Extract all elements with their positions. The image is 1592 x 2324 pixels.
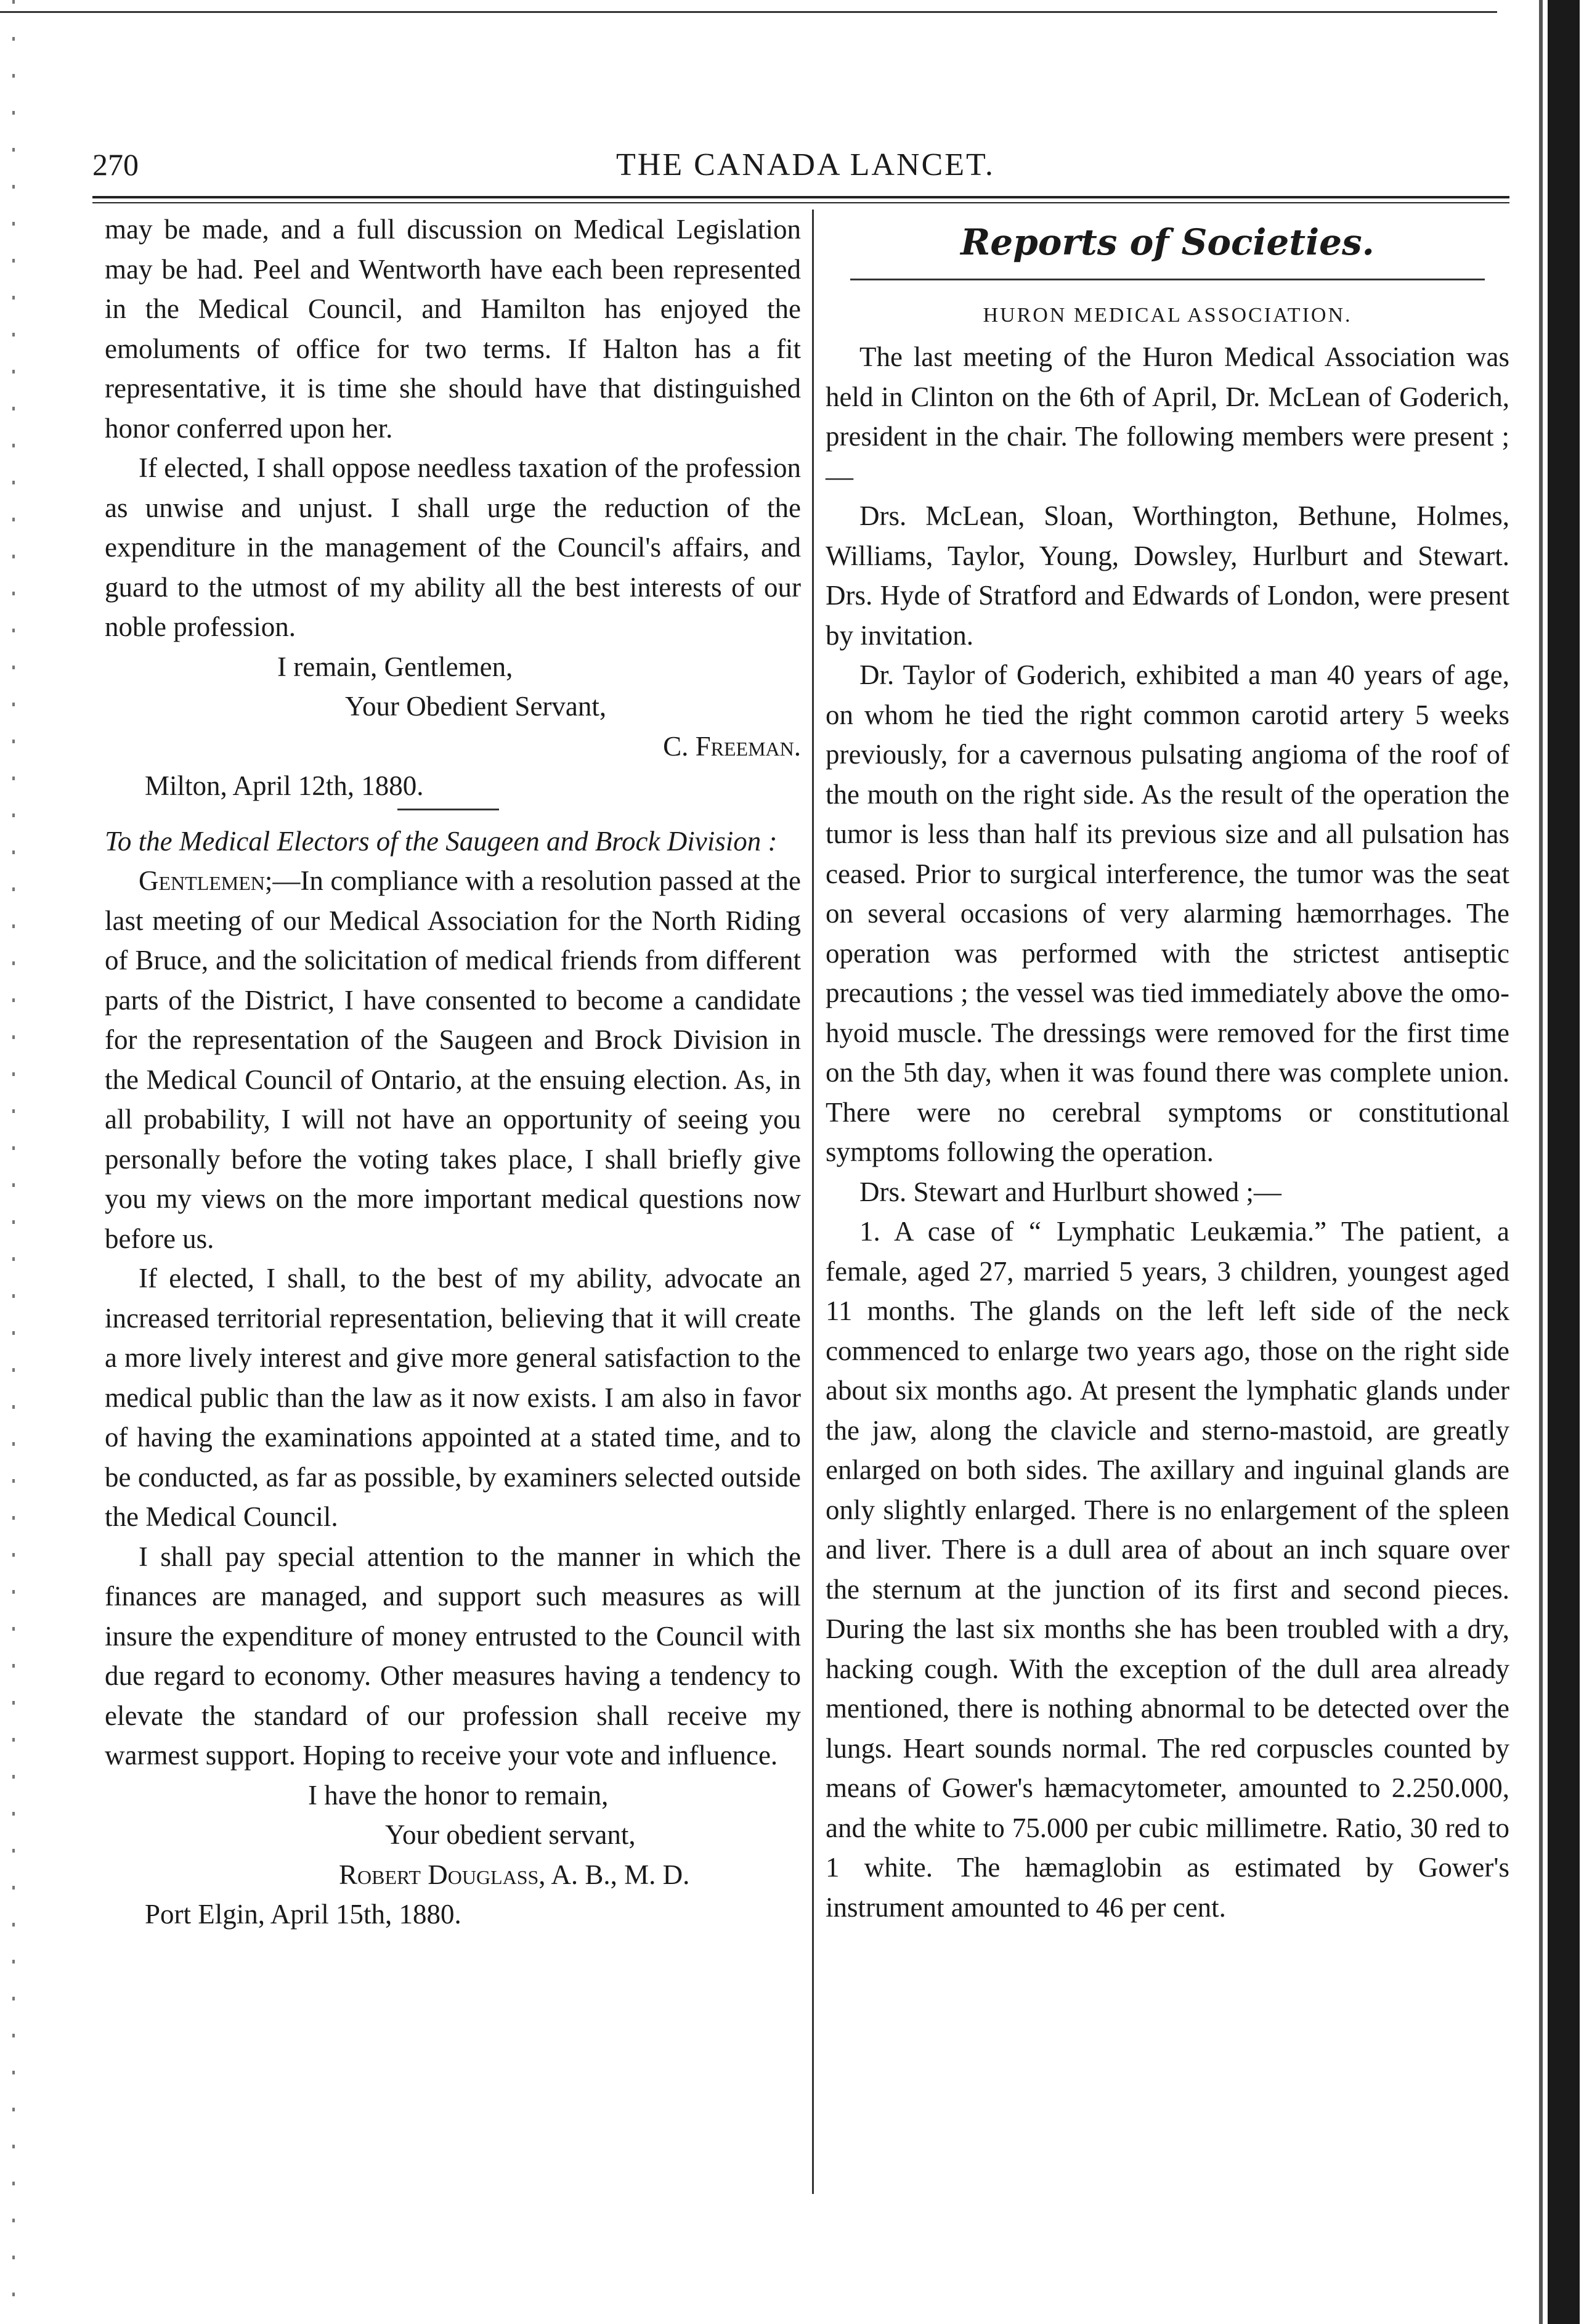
letter-address: To the Medical Electors of the Saugeen and Brock Division : [105,825,778,857]
paragraph: may be made, and a full discussion on Medical Legislation may be had. Peel and Wentworth have each been represented in the Medical Council, and Hamilton has enjoyed the emoluments of office for two terms. If Halton has a fit representative, it is time she should have that distinguished honor conferred upon her. [105,214,801,444]
paragraph: Drs. McLean, Sloan, Worthington, Bethune, Holmes, Williams, Taylor, Young, Dowsley, Hurlburt and Stewart. Drs. Hyde of Stratford and Edwards of London, were present by invitation. [826,500,1509,651]
closing-line: Your Obedient Servant, [345,691,607,722]
closing-line: Your obedient servant, [385,1819,636,1850]
divider-rule [397,809,499,810]
paragraph: If elected, I shall, to the best of my ability, advocate an increased territorial representation, believing that it will create a more lively interest and give more general satisfaction to the medical public than the law as it now exists. I am also in favor of having the examinations appointed at a stated time, and to be conducted, as far as possible, by examiners selected outside the Medical Council. [105,1263,801,1532]
paragraph [105,861,801,1258]
paragraph: Drs. Stewart and Hurlburt showed ;— [859,1176,1281,1207]
paragraph: 1. A case of “ Lymphatic Leukæmia.” The patient, a female, aged 27, married 5 years, 3 children, youngest aged 11 months. The glands on the left left side of the neck commenced to enlarge two years ago, those on the right side about six months ago. At present the lymphatic glands under the jaw, along the clavicle and sterno-mastoid, are greatly enlarged on both sides. The axillary and inguinal glands are only slightly enlarged. There is no enlargement of the spleen and liver. There is a dull area of about an inch square over the sternum at the junction of its first and second pieces. During the last six months she has been troubled with a dry, hacking cough. With the exception of the dull area already mentioned, there is nothing abnormal to be detected over the lungs. Heart sounds normal. The red corpuscles counted by means of Gower's hæmacytometer, amounted to 2.250.000, and the white to 75.000 per cubic millimetre. Ratio, 30 red to 1 white. The hæmaglobin as estimated by Gower's instrument amounted to 46 per cent. [826,1216,1509,1923]
top-edge-rule [0,11,1497,13]
paragraph: If elected, I shall oppose needless taxation of the profession as unwise and unjust. I shall urge the reduction of the expenditure in the management of the Council's affairs, and guard to the utmost of my ability all the best interests of our noble profession. [105,452,801,642]
column-divider [812,210,814,2194]
page-header [92,147,1509,190]
salutation: Gentlemen [139,865,265,896]
left-margin-specks [12,0,15,2324]
paragraph: The last meeting of the Huron Medical Association was held in Clinton on the 6th of April, Dr. McLean of Goderich, president in the chair. The following members were present ;— [826,341,1509,492]
closing-line: I remain, Gentlemen, [277,651,513,682]
signature: C. Freeman. [663,730,801,762]
signature: Robert Douglass, A. B., M. D. [339,1859,690,1890]
binding-shadow-inner [1539,0,1543,2324]
dateline: Milton, April 12th, 1880. [145,770,424,801]
right-column [826,210,1509,1927]
header-rule-thin [92,202,1509,203]
paragraph-text: ;—In compliance with a resolution passed at the last meeting of our Medical Association for the North Riding of Bruce, and the solicitation of medical friends from different parts of the District, I have consented to become a candidate for the representation of the Saugeen and Brock Division in the Medical Council of Ontario, at the ensuing election. As, in all probability, I will not have an opportunity of seeing you personally before the voting takes place, I shall briefly give you my views on the more important medical questions now before us. [105,865,801,1254]
subheading: HURON MEDICAL ASSOCIATION. [983,304,1352,327]
page-number: 270 [92,147,139,182]
binding-shadow [1548,0,1580,2324]
journal-title: THE CANADA LANCET. [616,147,995,182]
paragraph: Dr. Taylor of Goderich, exhibited a man 40 years of age, on whom he tied the right common carotid artery 5 weeks previously, for a cavernous pulsating angioma of the roof of the mouth on the right side. As the result of the operation the tumor is less than half its previous size and all pulsation has ceased. Prior to surgical interference, the tumor was the seat on several occasions of very alarming hæmorrhages. The operation was performed with the strictest antiseptic precautions ; the vessel was tied immediately above the omo-hyoid muscle. The dressings were removed for the first time on the 5th day, when it was found there was complete union. There were no cerebral symptoms or constitutional symptoms following the operation. [826,659,1509,1167]
section-title: Reports of Societies. [960,221,1375,263]
dateline: Port Elgin, April 15th, 1880. [145,1899,461,1930]
closing-line: I have the honor to remain, [308,1779,609,1811]
header-rule [92,196,1509,198]
section-rule [850,279,1485,280]
left-column [105,210,801,1935]
paragraph: I shall pay special attention to the manner in which the finances are managed, and support such measures as will insure the expenditure of money entrusted to the Council with due regard to economy. Other measures having a tendency to elevate the standard of our profession shall receive my warmest support. Hoping to receive your vote and influence. [105,1541,801,1771]
